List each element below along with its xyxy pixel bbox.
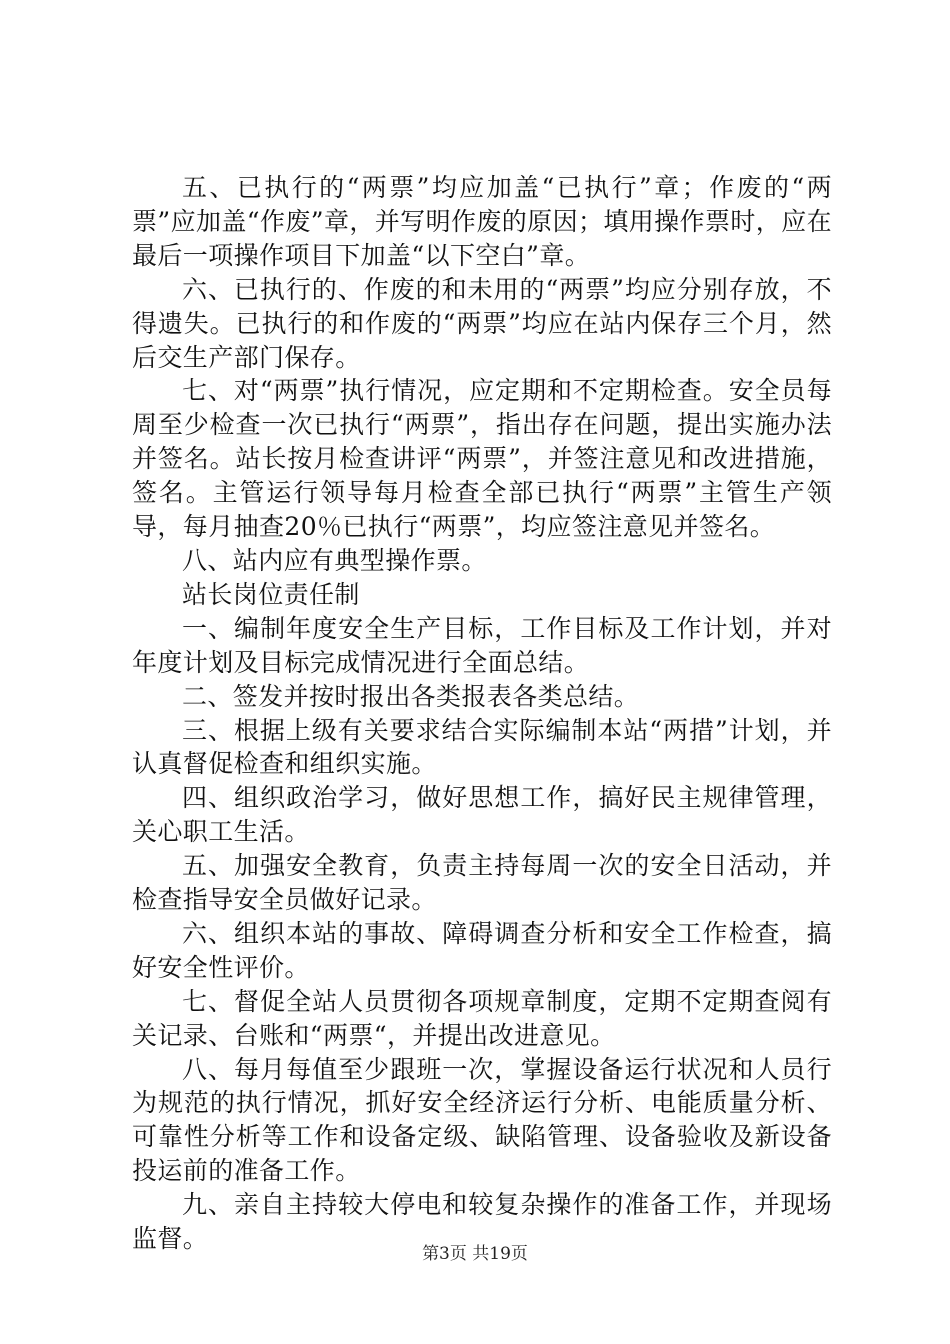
paragraph: 七、对“两票”执行情况，应定期和不定期检查。安全员每周至少检查一次已执行“两票”，指出存在问题，提出实施办法并签名。站长按月检查讲评“两票”，并签注意见和改进措施，签名。主管运行领导每月检查全部已执行“两票”主管生产领导，每月抽查20％已执行“两票”，均应签注意见并签名。: [132, 376, 832, 542]
paragraph: 三、根据上级有关要求结合实际编制本站“两措”计划，并认真督促检查和组织实施。: [132, 715, 832, 779]
paragraph: 九、亲自主持较大停电和较复杂操作的准备工作，并现场监督。: [132, 1190, 832, 1254]
page-number-footer: 第3页 共19页: [422, 1244, 528, 1264]
paragraph: 一、编制年度安全生产目标，工作目标及工作计划，并对年度计划及目标完成情况进行全面总结。: [132, 613, 832, 677]
paragraph: 二、签发并按时报出各类报表各类总结。: [182, 681, 640, 711]
paragraph: 五、加强安全教育，负责主持每周一次的安全日活动，并检查指导安全员做好记录。: [132, 851, 832, 915]
paragraph: 五、已执行的“两票”均应加盖“已执行”章；作废的“两票”应加盖“作废”章，并写明作废的原因；填用操作票时，应在最后一项操作项目下加盖“以下空白”章。: [132, 173, 832, 270]
document-body: [132, 171, 832, 1256]
paragraph: 八、站内应有典型操作票。: [182, 545, 487, 575]
section-heading: 站长岗位责任制: [182, 579, 360, 609]
paragraph: 七、督促全站人员贯彻各项规章制度，定期不定期查阅有关记录、台账和“两票“，并提出改进意见。: [132, 986, 832, 1050]
paragraph: 四、组织政治学习，做好思想工作，搞好民主规律管理，关心职工生活。: [132, 783, 832, 847]
paragraph: 六、组织本站的事故、障碍调查分析和安全工作检查，搞好安全性评价。: [132, 918, 832, 982]
paragraph: 六、已执行的、作废的和未用的“两票”均应分别存放，不得遗失。已执行的和作废的“两票”均应在站内保存三个月，然后交生产部门保存。: [132, 274, 832, 372]
paragraph: 八、每月每值至少跟班一次，掌握设备运行状况和人员行为规范的执行情况，抓好安全经济运行分析、电能质量分析、可靠性分析等工作和设备定级、缺陷管理、设备验收及新设备投运前的准备工作。: [132, 1054, 832, 1186]
